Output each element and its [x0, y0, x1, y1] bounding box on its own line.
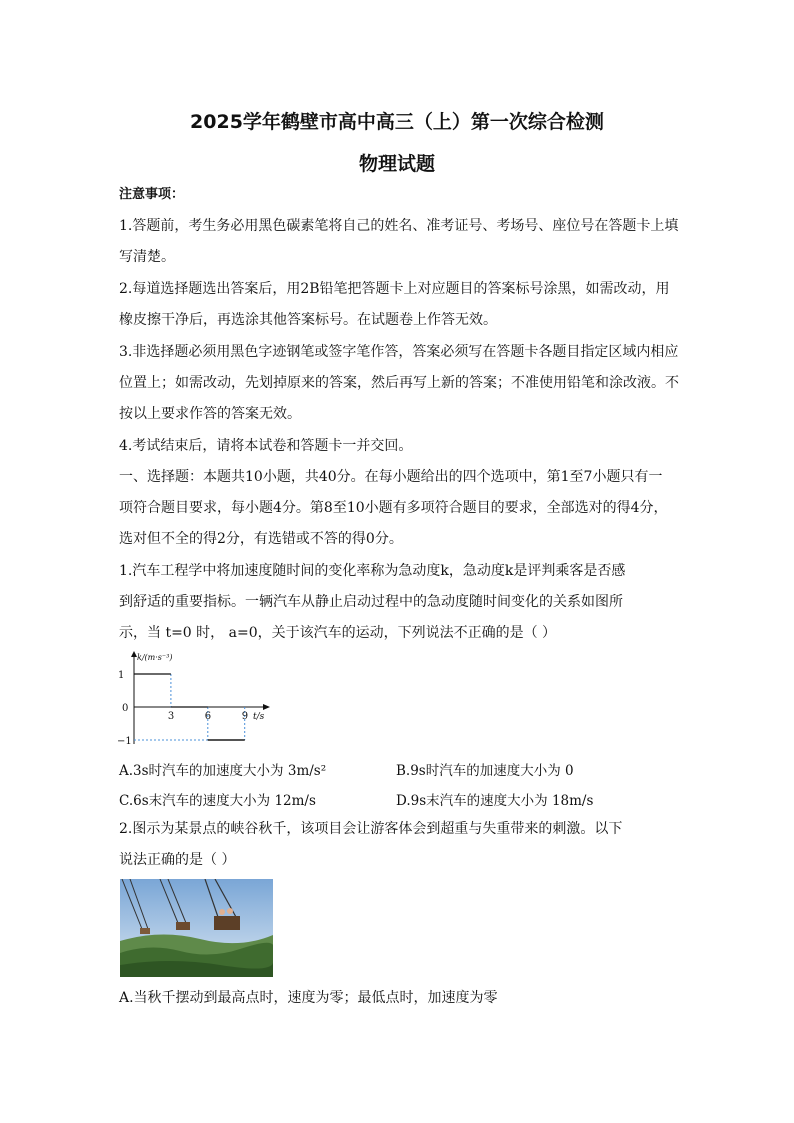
section-intro-line: 项符合题目要求，每小题4分。第8至10小题有多项符合题目的要求，全部选对的得4分，: [119, 500, 668, 516]
question-1-stem: 1.汽车工程学中将加速度随时间的变化率称为急动度k，急动度k是评判乘客是否感: [119, 563, 626, 579]
notice-line: 位置上；如需改动，先划掉原来的答案，然后再写上新的答案；不准使用铅笔和涂改液。不: [119, 375, 679, 391]
origin-label: 0: [122, 703, 129, 714]
section-intro-line: 选对但不全的得2分，有选错或不答的得0分。: [119, 531, 403, 547]
question-2-stem: 2.图示为某景点的峡谷秋千，该项目会让游客体会到超重与失重带来的刺激。以下: [119, 821, 623, 837]
notice-line: 1.答题前，考生务必用黑色碳素笔将自己的姓名、准考证号、考场号、座位号在答题卡上填: [119, 218, 679, 234]
notice-line: 写清楚。: [119, 249, 175, 265]
question-1-option-c[interactable]: C.6s末汽车的速度大小为 12m/s: [119, 793, 316, 809]
canyon-swing-photo: [120, 879, 273, 977]
question-1-option-d[interactable]: D.9s末汽车的速度大小为 18m/s: [396, 793, 594, 809]
notice-line: 橡皮擦干净后，再选涂其他答案标号。在试题卷上作答无效。: [119, 312, 497, 328]
notice-line: 2.每道选择题选出答案后，用2B铅笔把答题卡上对应题目的答案标号涂黑，如需改动，用: [119, 281, 670, 297]
notice-heading: 注意事项：: [119, 187, 185, 202]
question-2-stem: 说法正确的是（ ）: [119, 852, 236, 868]
x-axis-arrow: [263, 704, 270, 710]
x-axis-label: t/s: [253, 712, 265, 722]
question-1-option-a[interactable]: A.3s时汽车的加速度大小为 3m/s²: [119, 763, 327, 779]
question-1-option-b[interactable]: B.9s时汽车的加速度大小为 0: [396, 763, 574, 779]
notice-line: 3.非选择题必须用黑色字迹钢笔或签字笔作答，答案必须写在答题卡各题目指定区域内相应: [119, 344, 679, 360]
question-2-option-a[interactable]: A.当秋千摆动到最高点时，速度为零；最低点时，加速度为零: [119, 990, 498, 1006]
y-tick-label: −1: [117, 736, 132, 747]
question-1-stem: 示，当 t=0 时， a=0，关于该汽车的运动，下列说法不正确的是（ ）: [119, 625, 557, 641]
y-axis-label: k/(m·s⁻³): [137, 653, 173, 662]
jerk-time-graph: [117, 648, 277, 748]
section-intro-line: 一、选择题：本题共10小题，共40分。在每小题给出的四个选项中，第1至7小题只有一: [119, 469, 663, 485]
notice-line: 4.考试结束后，请将本试卷和答题卡一并交回。: [119, 438, 413, 454]
x-tick-label: 6: [204, 711, 212, 722]
exam-title: 2025学年鹤壁市高中高三（上）第一次综合检测: [190, 111, 604, 133]
x-tick-label: 9: [241, 711, 249, 722]
question-1-stem: 到舒适的重要指标。一辆汽车从静止启动过程中的急动度随时间变化的关系如图所: [119, 594, 623, 610]
exam-subject: 物理试题: [358, 153, 435, 175]
notice-line: 按以上要求作答的答案无效。: [119, 406, 301, 422]
y-tick-label: 1: [118, 670, 125, 681]
x-tick-label: 3: [167, 711, 175, 722]
